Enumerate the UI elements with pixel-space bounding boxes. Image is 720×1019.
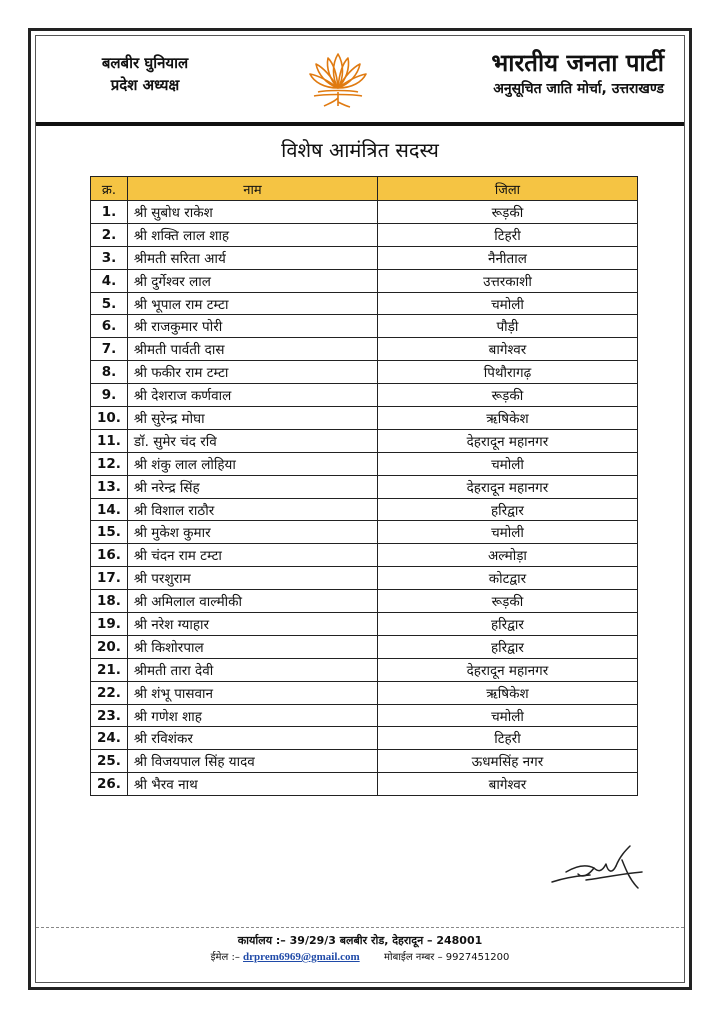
serial-cell: 6. <box>91 315 128 338</box>
serial-cell: 2. <box>91 223 128 246</box>
mobile-number: 9927451200 <box>445 952 510 963</box>
district-cell: चमोली <box>377 521 637 544</box>
table-row <box>91 521 638 544</box>
table-row <box>91 704 638 727</box>
district-cell: टिहरी <box>377 727 637 750</box>
table-row <box>91 590 638 613</box>
name-cell: श्री मुकेश कुमार <box>127 521 377 544</box>
district-cell: टिहरी <box>377 223 637 246</box>
table-row <box>91 201 638 224</box>
serial-cell: 10. <box>91 407 128 430</box>
table-row <box>91 773 638 796</box>
district-cell: देहरादून महानगर <box>377 475 637 498</box>
name-cell: श्री देशराज कर्णवाल <box>127 384 377 407</box>
district-cell: हरिद्वार <box>377 613 637 636</box>
serial-cell: 12. <box>91 452 128 475</box>
party-name: भारतीय जनता पार्टी <box>491 49 664 77</box>
name-cell: श्री अमिलाल वाल्मीकी <box>127 590 377 613</box>
column-header-district: जिला <box>377 177 637 201</box>
table-row <box>91 727 638 750</box>
serial-cell: 25. <box>91 750 128 773</box>
table-row <box>91 613 638 636</box>
table-row <box>91 361 638 384</box>
serial-cell: 4. <box>91 269 128 292</box>
name-cell: श्रीमती तारा देवी <box>127 658 377 681</box>
table-row <box>91 384 638 407</box>
mobile-label: मोबाईल नम्बर – <box>384 952 443 963</box>
district-cell: ऋषिकेश <box>377 681 637 704</box>
name-cell: श्री राजकुमार पोरी <box>127 315 377 338</box>
serial-cell: 22. <box>91 681 128 704</box>
serial-cell: 5. <box>91 292 128 315</box>
serial-cell: 9. <box>91 384 128 407</box>
letterhead-header <box>36 36 684 126</box>
name-cell: श्री फकीर राम टम्टा <box>127 361 377 384</box>
district-cell: उत्तरकाशी <box>377 269 637 292</box>
serial-cell: 7. <box>91 338 128 361</box>
serial-cell: 16. <box>91 544 128 567</box>
district-cell: कोटद्वार <box>377 567 637 590</box>
name-cell: श्री विशाल राठौर <box>127 498 377 521</box>
name-cell: श्री गणेश शाह <box>127 704 377 727</box>
serial-cell: 20. <box>91 635 128 658</box>
district-cell: हरिद्वार <box>377 498 637 521</box>
district-cell: देहरादून महानगर <box>377 429 637 452</box>
table-row <box>91 452 638 475</box>
table-row <box>91 429 638 452</box>
district-cell: नैनीताल <box>377 246 637 269</box>
name-cell: श्री सुरेन्द्र मोघा <box>127 407 377 430</box>
serial-cell: 18. <box>91 590 128 613</box>
office-address: कार्यालय :– 39/29/3 बलबीर रोड, देहरादून – 248001 <box>237 934 483 947</box>
table-row <box>91 658 638 681</box>
lotus-icon <box>308 46 368 112</box>
serial-cell: 8. <box>91 361 128 384</box>
district-cell: चमोली <box>377 452 637 475</box>
name-cell: श्री भूपाल राम टम्टा <box>127 292 377 315</box>
table-row <box>91 269 638 292</box>
name-cell: श्री दुर्गेश्वर लाल <box>127 269 377 292</box>
district-cell: रूड़की <box>377 201 637 224</box>
name-cell: श्री शंकु लाल लोहिया <box>127 452 377 475</box>
table-row <box>91 223 638 246</box>
name-cell: श्री चंदन राम टम्टा <box>127 544 377 567</box>
district-cell: अल्मोड़ा <box>377 544 637 567</box>
district-cell: चमोली <box>377 292 637 315</box>
name-cell: श्रीमती सरिता आर्य <box>127 246 377 269</box>
district-cell: पौड़ी <box>377 315 637 338</box>
district-cell: चमोली <box>377 704 637 727</box>
table-row <box>91 567 638 590</box>
table-row <box>91 544 638 567</box>
serial-cell: 11. <box>91 429 128 452</box>
serial-cell: 13. <box>91 475 128 498</box>
serial-cell: 26. <box>91 773 128 796</box>
column-header-name: नाम <box>127 177 377 201</box>
column-header-serial: क्र. <box>91 177 128 201</box>
table-header-row <box>91 177 638 201</box>
table-row <box>91 498 638 521</box>
district-cell: ऋषिकेश <box>377 407 637 430</box>
name-cell: श्री शंभू पासवान <box>127 681 377 704</box>
district-cell: हरिद्वार <box>377 635 637 658</box>
contact-line <box>36 949 684 966</box>
table-row <box>91 338 638 361</box>
district-cell: रूड़की <box>377 590 637 613</box>
serial-cell: 14. <box>91 498 128 521</box>
members-table <box>90 176 638 796</box>
serial-cell: 17. <box>91 567 128 590</box>
name-cell: श्री परशुराम <box>127 567 377 590</box>
email-label: ईमेल :– <box>210 952 240 963</box>
letterhead-inner <box>35 35 685 983</box>
name-cell: श्री नरेन्द्र सिंह <box>127 475 377 498</box>
name-cell: डॉ. सुमेर चंद रवि <box>127 429 377 452</box>
table-row <box>91 750 638 773</box>
name-cell: श्री विजयपाल सिंह यादव <box>127 750 377 773</box>
table-row <box>91 475 638 498</box>
party-block <box>491 48 664 100</box>
serial-cell: 15. <box>91 521 128 544</box>
name-cell: श्री नरेश ग्याहार <box>127 613 377 636</box>
members-table-body <box>91 201 638 796</box>
table-row <box>91 292 638 315</box>
table-row <box>91 407 638 430</box>
letterhead-frame <box>28 28 692 990</box>
party-wing: अनुसूचित जाति मोर्चा, उत्तराखण्ड <box>493 81 664 97</box>
district-cell: रूड़की <box>377 384 637 407</box>
serial-cell: 3. <box>91 246 128 269</box>
name-cell: श्री सुबोध राकेश <box>127 201 377 224</box>
district-cell: ऊधमसिंह नगर <box>377 750 637 773</box>
serial-cell: 24. <box>91 727 128 750</box>
table-row <box>91 246 638 269</box>
name-cell: श्रीमती पार्वती दास <box>127 338 377 361</box>
table-row <box>91 315 638 338</box>
president-block <box>80 52 210 96</box>
name-cell: श्री शक्ति लाल शाह <box>127 223 377 246</box>
letterhead-footer <box>36 927 684 974</box>
serial-cell: 19. <box>91 613 128 636</box>
serial-cell: 23. <box>91 704 128 727</box>
email-link[interactable]: drprem6969@gmail.com <box>243 951 360 963</box>
signature-mark <box>546 842 646 894</box>
name-cell: श्री भैरव नाथ <box>127 773 377 796</box>
name-cell: श्री रविशंकर <box>127 727 377 750</box>
table-row <box>91 635 638 658</box>
district-cell: पिथौरागढ़ <box>377 361 637 384</box>
name-cell: श्री किशोरपाल <box>127 635 377 658</box>
district-cell: देहरादून महानगर <box>377 658 637 681</box>
table-row <box>91 681 638 704</box>
president-title: प्रदेश अध्यक्ष <box>110 76 180 94</box>
document-title: विशेष आमंत्रित सदस्य <box>281 138 439 162</box>
serial-cell: 21. <box>91 658 128 681</box>
president-name: बलबीर घुनियाल <box>101 54 189 72</box>
district-cell: बागेश्वर <box>377 773 637 796</box>
serial-cell: 1. <box>91 201 128 224</box>
district-cell: बागेश्वर <box>377 338 637 361</box>
